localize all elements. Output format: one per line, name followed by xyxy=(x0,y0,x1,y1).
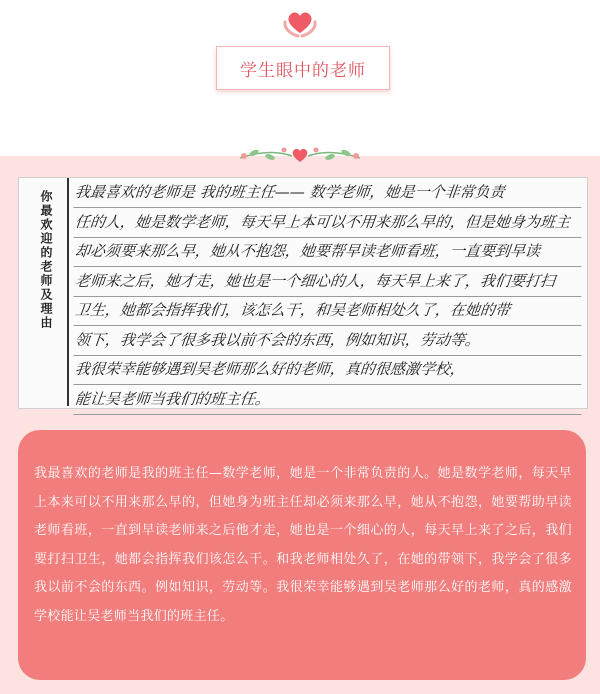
transcription-text: 我最喜欢的老师是我的班主任—数学老师，她是一个非常负责的人。她是数学老师，每天早上本来可以不用来那么早的，但她身为班主任却必须来那么早，她从不抱怨，她要帮助早读老师看班，一直到早读老师来之后他才走，她也是一个细心的人，每天早上来了之后，我们要打扫卫生，她都会指挥我们该怎么干。和我老师相处久了，在她的带领下，我学会了很多我以前不会的东西。例如知识，劳动等。我很荣幸能够遇到吴老师那么好的老师，真的感激学校能让吴老师当我们的班主任。 xyxy=(34,466,572,624)
handwritten-line: 老师来之后，她才走，她也是一个细心的人，每天早上来了，我们要打扫 xyxy=(73,267,584,297)
page-title: 学生眼中的老师 xyxy=(240,60,366,81)
form-label: 你最欢迎的老师及理由 xyxy=(39,190,53,330)
form-label-column xyxy=(23,178,69,406)
handwritten-line: 我很荣幸能够遇到吴老师那么好的老师，真的很感激学校， xyxy=(73,355,584,385)
handwritten-lines xyxy=(75,178,583,406)
handwritten-line: 能让吴老师当我们的班主任。 xyxy=(73,385,584,415)
page-title-box xyxy=(216,46,390,90)
handwritten-form-scan xyxy=(18,177,588,409)
handwritten-line: 卫生，她都会指挥我们，该怎么干，和吴老师相处久了，在她的带 xyxy=(73,296,584,326)
leaf-heart-ornament-icon xyxy=(230,140,370,168)
handwritten-line: 任的人，她是数学老师，每天早上本可以不用来那么早的，但是她身为班主 xyxy=(73,208,584,238)
handwritten-line: 却必须要来那么早，她从不抱怨，她要帮早读老师看班，一直要到早读 xyxy=(73,237,584,267)
handwritten-line: 领下，我学会了很多我以前不会的东西，例如知识，劳动等。 xyxy=(73,326,584,356)
handwritten-line: 我最喜欢的老师是 我的班主任—— 数学老师，她是一个非常负责 xyxy=(73,178,584,208)
heart-in-hands-icon xyxy=(282,8,318,38)
transcription-card xyxy=(18,430,586,680)
